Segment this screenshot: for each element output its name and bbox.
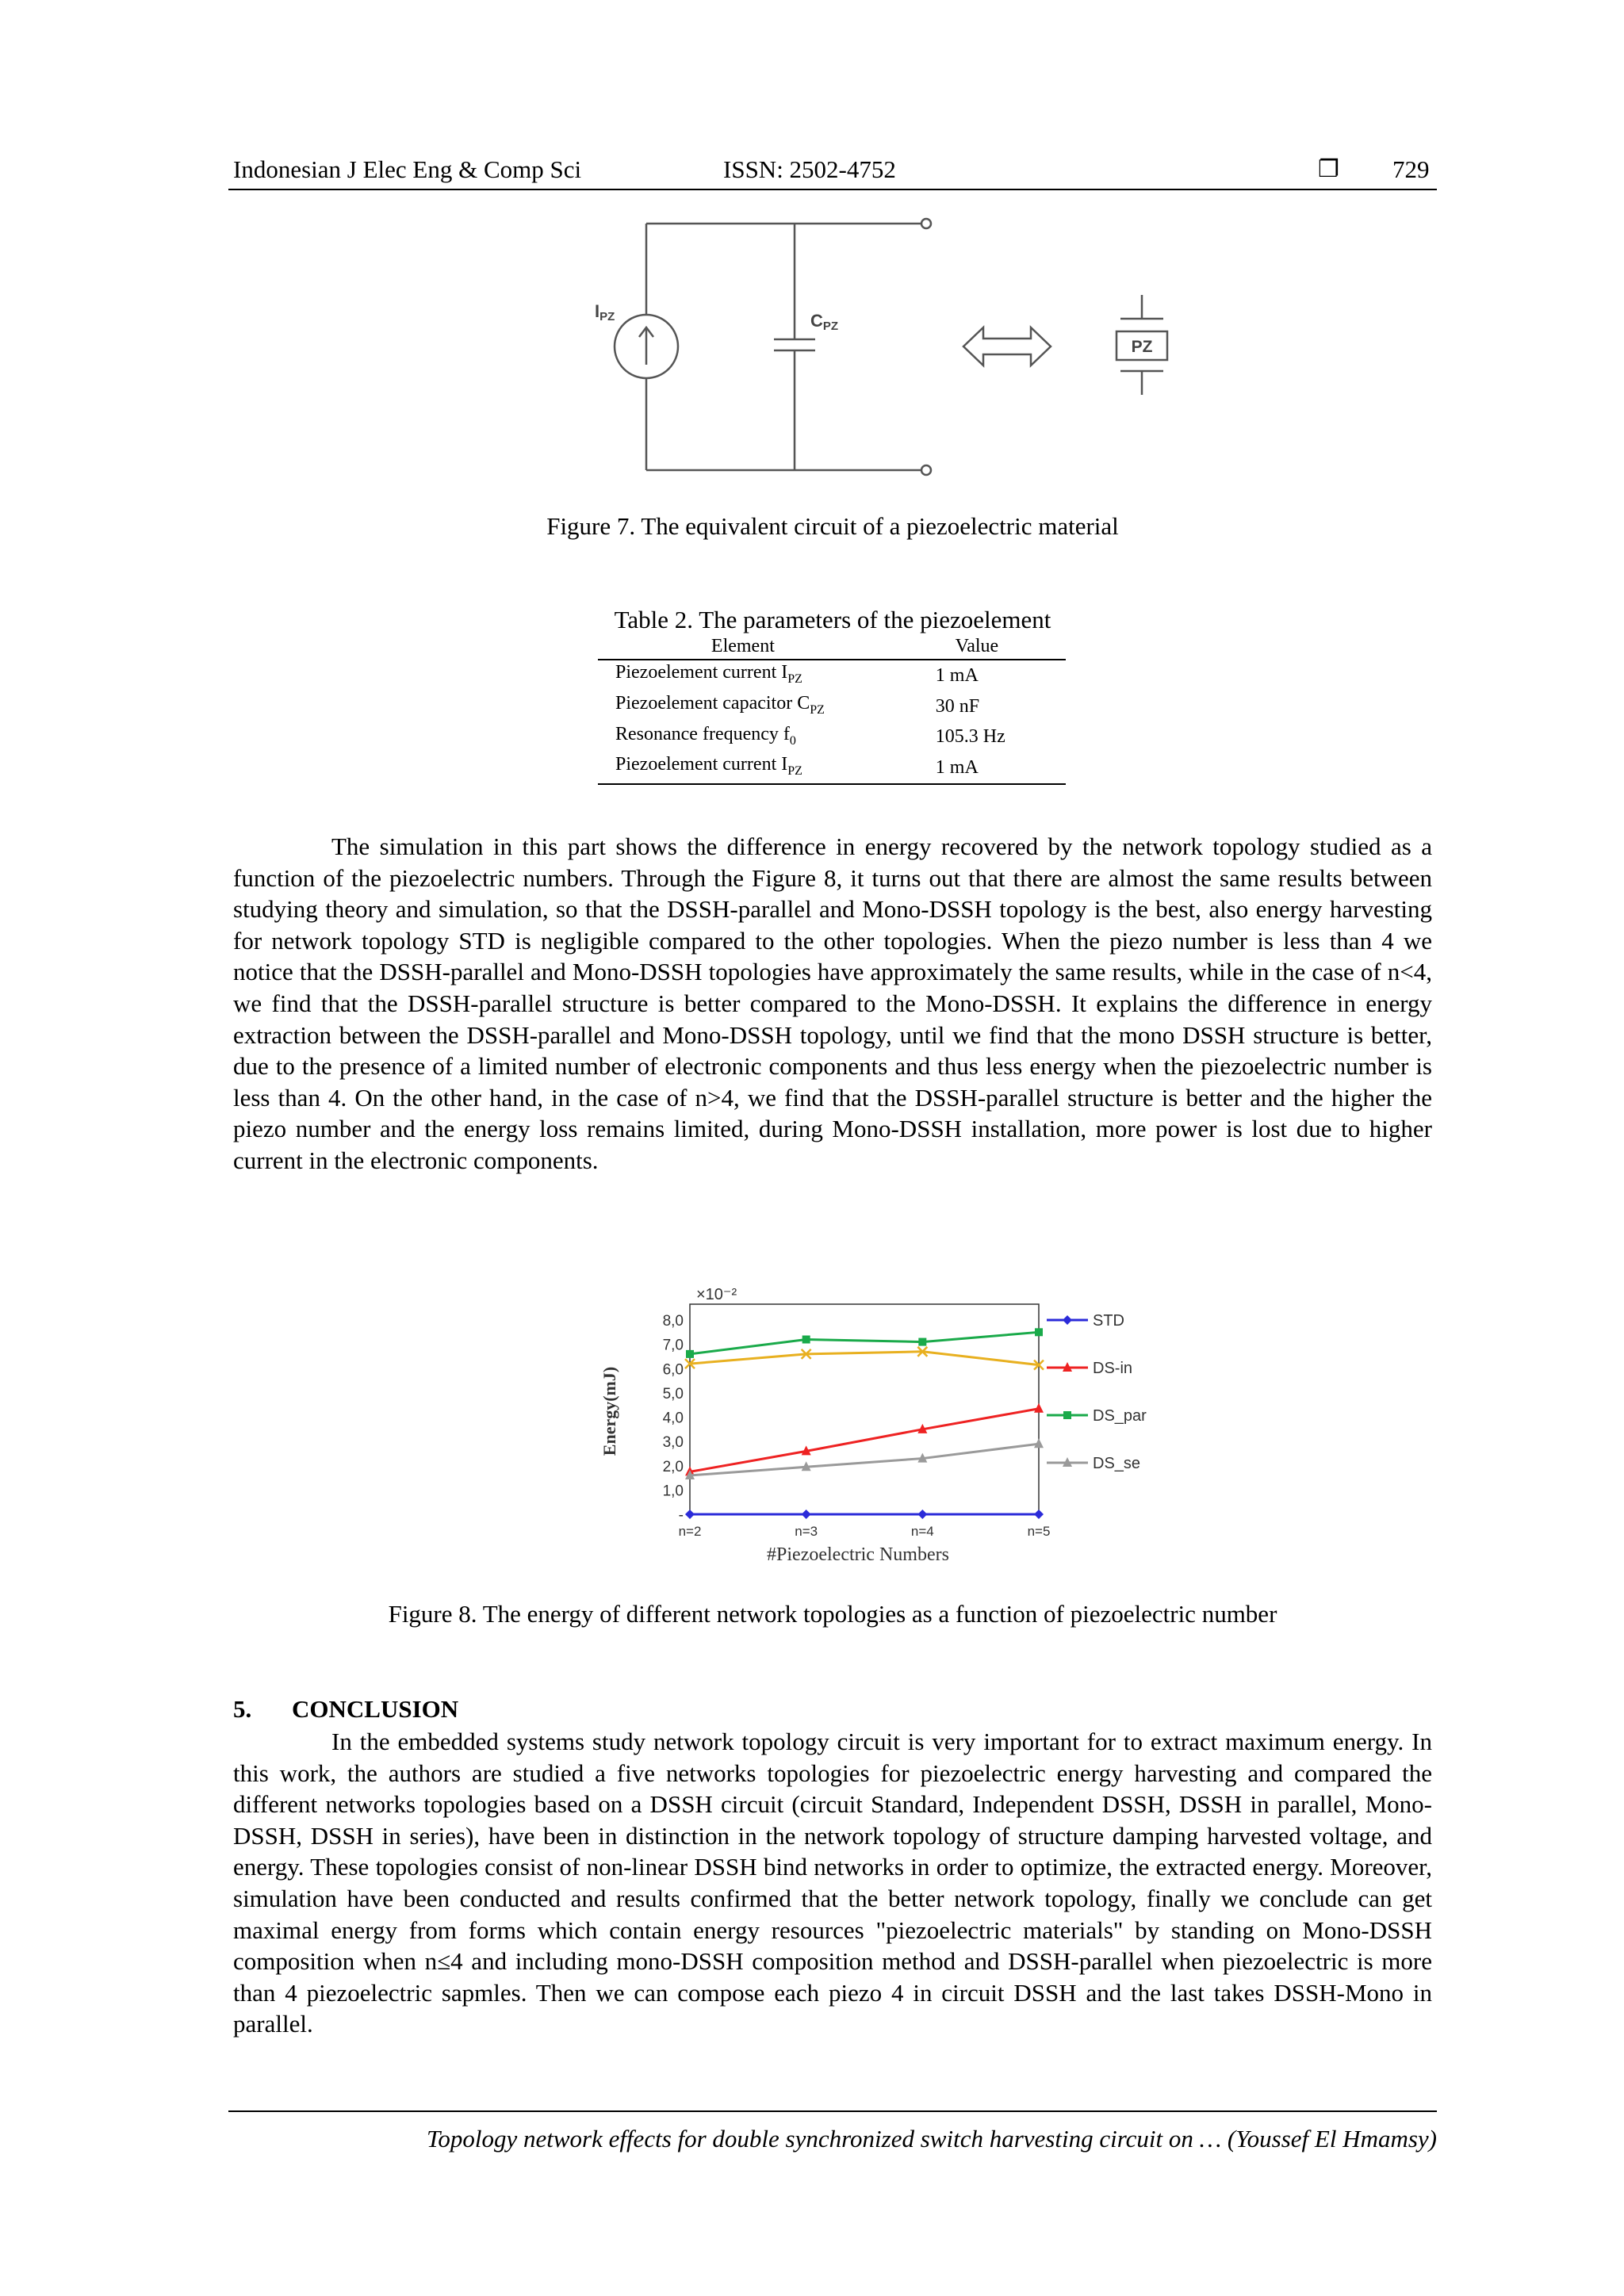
table-row (598, 722, 1066, 753)
y-axis-label: Energy(mJ) (599, 1366, 619, 1456)
element-cell: Piezoelement current $I_{PZ}$ (598, 752, 888, 784)
x-tick-label: n=5 (1027, 1524, 1051, 1539)
table-header-row (598, 636, 1066, 660)
figure7-circuit-diagram (555, 206, 1189, 492)
x-axis-label: #Piezoelectric Numbers (767, 1544, 949, 1565)
table-row (598, 660, 1066, 691)
y-tick-label: 7,0 (662, 1337, 684, 1354)
running-footer: Topology network effects for double synchronized switch harvesting circuit on … (Youssef El Hmamsy) (426, 2125, 1437, 2152)
ipz-label: IPZ (595, 301, 615, 323)
x-tick-label: n=3 (795, 1524, 818, 1539)
data-point-ds-par (802, 1336, 810, 1344)
page-number: 729 (1392, 155, 1430, 183)
table2-title: Table 2. The parameters of the piezoelement (614, 606, 1051, 633)
legend-label-ds-se: DS_se (1093, 1455, 1141, 1472)
section-heading (233, 1695, 458, 1724)
conclusion-text: In the embedded systems study network topology circuit is very important for to extract maximum energy. In this work, the authors are studied a five networks topologies for piezoelectric energy harvesting and compared the different networks topologies based on a DSSH circuit (circuit Standard, Independent DSSH, DSSH in parallel, Mono-DSSH, DSSH in series), have been in distinction in the network topology of structure damping harvested voltage, and energy. These topologies consist of non-linear DSSH bind networks in order to optimize, the extracted energy. Moreover, simulation have been conducted and results confirmed that the better network topology, finally we conclude can get maximal energy from forms which contain energy resources "piezoelectric materials" by standing on Mono-DSSH composition when n≤4 and including mono-DSSH composition method and DSSH-parallel when piezoelectric is more than 4 piezoelectric sapmles. Then we can compose each piezo 4 in circuit DSSH and the last takes DSSH-Mono in parallel. (233, 1728, 1432, 2038)
y-multiplier: ×10⁻² (696, 1286, 737, 1303)
legend-marker-std (1063, 1315, 1072, 1325)
table-row (598, 691, 1066, 722)
header-rule (228, 189, 1437, 190)
section-number: 5. (233, 1695, 252, 1723)
y-tick-label: 1,0 (662, 1483, 684, 1500)
value-cell: 1 mA (935, 664, 979, 686)
column-header-value: Value (888, 636, 1066, 660)
element-cell: Piezoelement capacitor $C_{PZ}$ (615, 692, 825, 717)
y-tick-label: 8,0 (662, 1313, 684, 1330)
y-tick-label: 2,0 (662, 1458, 684, 1475)
x-tick-label: n=4 (910, 1524, 934, 1539)
figure8-caption: Figure 8. The energy of different network topologies as a function of piezoelectric number (388, 1600, 1277, 1628)
value-cell: 1 mA (888, 752, 1066, 784)
y-tick-label: 6,0 (662, 1361, 684, 1379)
legend-label-std: STD (1093, 1312, 1124, 1330)
y-tick-label: - (678, 1507, 684, 1524)
table2-parameters (598, 636, 1066, 785)
running-header-journal: Indonesian J Elec Eng & Comp Sci (233, 155, 582, 183)
section-title: CONCLUSION (292, 1695, 459, 1723)
element-cell: Resonance frequency $f_0$ (615, 723, 796, 748)
figure8-line-chart (587, 1280, 1158, 1574)
running-header-issn: ISSN: 2502-4752 (723, 155, 896, 183)
legend-label-ds-in: DS-in (1093, 1360, 1133, 1377)
legend-label-ds-par: DS_par (1093, 1407, 1147, 1425)
element-cell: Piezoelement current $I_{PZ}$ (615, 662, 802, 686)
body-paragraph (233, 831, 1432, 1177)
body-paragraph-text: The simulation in this part shows the difference in energy recovered by the network topology studied as a function of the piezoelectric numbers. Through the Figure 8, it turns out that there are almost the same results between studying theory and simulation, so that the DSSH-parallel and Mono-DSSH topology is the best, also energy harvesting for network topology STD is negligible compared to the other topologies. When the piezo number is less than 4 we notice that the DSSH-parallel and Mono-DSSH topologies have approximately the same results, while in the case of n<4, we find that the DSSH-parallel structure is better compared to the Mono-DSSH. It explains the difference in energy extraction between the DSSH-parallel and Mono-DSSH topology, until we find that the mono DSSH structure is better, due to the presence of a limited number of electronic components and thus less energy when the piezoelectric number is less than 4. On the other hand, in the case of n>4, we find that the DSSH-parallel structure is better and the higher the piezo number and the energy loss remains limited, during Mono-DSSH installation, more power is lost due to higher current in the electronic components. (233, 832, 1432, 1174)
cpz-label: CPZ (810, 311, 839, 333)
footer-rule (228, 2110, 1437, 2112)
header-box-icon: ❐ (1318, 155, 1339, 183)
figure7-caption: Figure 7. The equivalent circuit of a piezoelectric material (546, 512, 1119, 540)
legend-marker-ds-par (1063, 1411, 1071, 1419)
table-row (598, 752, 1066, 784)
data-point-ds-par (686, 1350, 694, 1358)
data-point-ds-par (1035, 1328, 1043, 1336)
y-tick-label: 4,0 (662, 1410, 684, 1427)
y-tick-label: 3,0 (662, 1434, 684, 1452)
y-tick-label: 5,0 (662, 1385, 684, 1402)
data-point-ds-par (918, 1338, 926, 1346)
column-header-element: Element (598, 636, 888, 660)
value-cell: 105.3 Hz (935, 726, 1005, 748)
value-cell: 30 nF (935, 695, 980, 717)
conclusion-paragraph (233, 1726, 1432, 2040)
x-tick-label: n=2 (678, 1524, 702, 1539)
pz-symbol-label: PZ (1131, 338, 1153, 356)
